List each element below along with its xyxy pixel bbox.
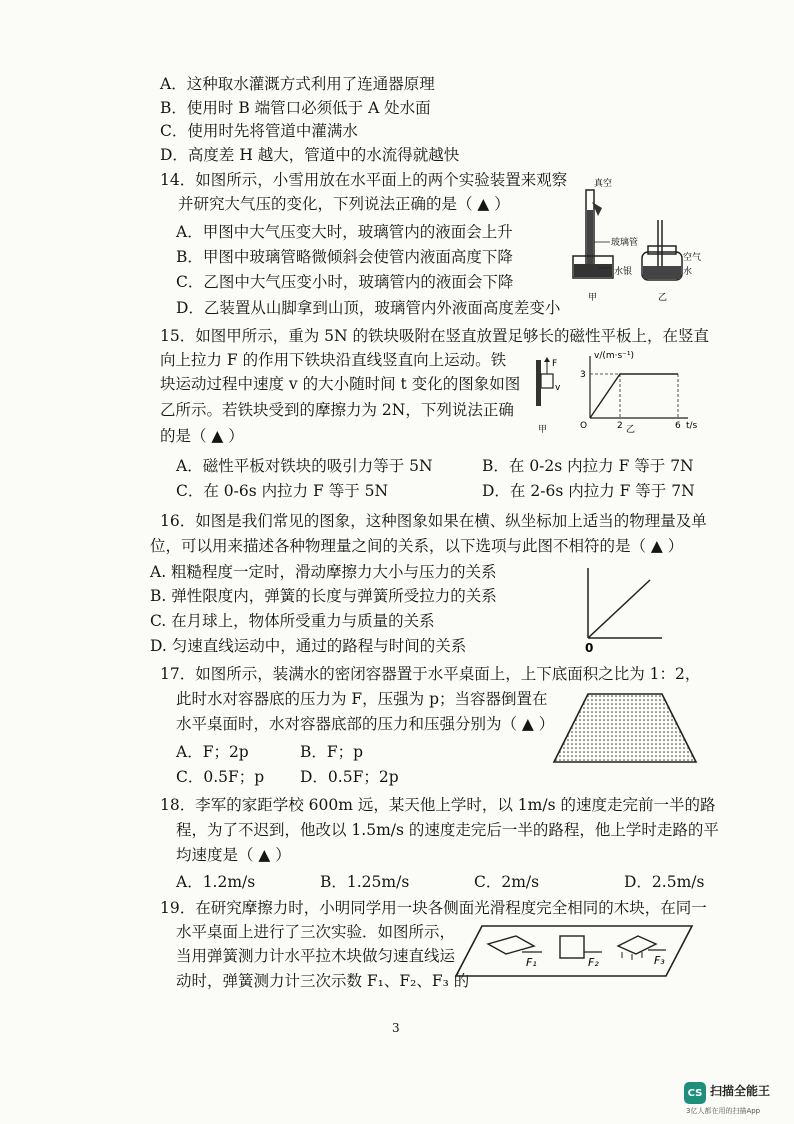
q15-stem-5: 的是（ ▲ ）: [160, 427, 244, 445]
page-number: 3: [392, 1021, 400, 1035]
label-water: 水: [683, 267, 693, 277]
q15-stem-4: 乙所示。若铁块受到的摩擦力为 2N，下列说法正确: [160, 401, 514, 419]
q14-stem-1: 14．如图所示，小雪用放在水平面上的两个实验装置来观察: [160, 171, 568, 189]
watermark-name: 扫描全能王: [710, 1084, 771, 1098]
q18-stem-2: 程，为了不迟到，他改以 1.5m/s 的速度走完后一半的路程，他上学时走路的平: [176, 821, 719, 839]
label-vacuum: 真空: [594, 179, 613, 189]
q17-stem-3: 水平桌面时，水对容器底部的压力和压强分别为（ ▲ ）: [176, 715, 555, 733]
watermark-tagline: 3亿人都在用的扫描App: [686, 1107, 761, 1115]
q13-option-b: B．使用时 B 端管口必须低于 A 处水面: [160, 99, 431, 117]
camscanner-logo: CS: [684, 1082, 706, 1104]
label-jia: 甲: [588, 293, 598, 303]
label-f3: F₃: [654, 954, 665, 967]
q14-option-a: A．甲图中大气压变大时，玻璃管内的液面会上升: [176, 223, 513, 241]
q14-barometer-figure: [568, 172, 702, 312]
q15-option-d: D．在 2-6s 内拉力 F 等于 7N: [482, 482, 695, 500]
q18-option-b: B．1.25m/s: [320, 873, 410, 891]
label-air: 空气: [683, 253, 702, 263]
q16-linear-graph: [578, 566, 668, 656]
q16-option-d: D. 匀速直线运动中，通过的路程与时间的关系: [150, 637, 467, 655]
tick-y-3: 3: [580, 370, 586, 380]
q14-option-d: D．乙装置从山脚拿到山顶，玻璃管内外液面高度差变小: [176, 299, 561, 317]
label-yi: 乙: [658, 293, 668, 303]
q17-container-figure: [550, 690, 700, 766]
q15-stem-2: 向上拉力 F 的作用下铁块沿直线竖直向上运动。铁: [160, 351, 507, 369]
q17-option-d: D．0.5F；2p: [300, 768, 399, 786]
q19-stem-4: 动时，弹簧测力计三次示数 F₁、F₂、F₃ 的: [176, 972, 470, 990]
tick-x-6: 6: [675, 421, 681, 431]
q18-stem-3: 均速度是（ ▲ ）: [176, 846, 291, 864]
q17-option-c: C．0.5F；p: [176, 768, 265, 786]
q15-stem-1: 15．如图甲所示，重为 5N 的铁块吸附在竖直放置足够长的磁性平板上，在竖直: [160, 327, 710, 345]
label-yi: 乙: [626, 425, 636, 435]
q13-option-a: A．这种取水灌溉方式利用了连通器原理: [160, 75, 435, 93]
q16-option-b: B. 弹性限度内，弹簧的长度与弹簧所受拉力的关系: [150, 587, 497, 605]
q14-option-c: C．乙图中大气压变小时，玻璃管内的液面会下降: [176, 273, 514, 291]
q15-stem-3: 块运动过程中速度 v 的大小随时间 t 变化的图象如图: [160, 375, 521, 393]
label-force: F: [552, 359, 558, 369]
label-origin: 0: [585, 641, 594, 655]
q16-option-a: A. 粗糙程度一定时，滑动摩擦力大小与压力的关系: [150, 563, 497, 581]
q16-stem-1: 16．如图是我们常见的图象，这种图象如果在横、纵坐标加上适当的物理量及单: [160, 512, 707, 530]
label-mercury: 水银: [614, 267, 633, 277]
label-f1: F₁: [526, 956, 537, 969]
tick-x-2: 2: [617, 421, 623, 431]
label-v-axis: v/(m·s⁻¹): [594, 351, 635, 361]
q16-stem-2: 位，可以用来描述各种物理量之间的关系，以下选项与此图不相符的是（ ▲ ）: [150, 537, 684, 555]
q18-option-a: A．1.2m/s: [176, 873, 256, 891]
q19-friction-figure: [452, 922, 698, 982]
q18-option-d: D．2.5m/s: [624, 873, 705, 891]
q13-option-c: C．使用时先将管道中灌满水: [160, 122, 358, 140]
label-velocity: v: [555, 383, 561, 393]
q17-option-a: A．F；2p: [176, 743, 249, 761]
label-f2: F₂: [588, 956, 599, 969]
q17-stem-1: 17．如图所示，装满水的密闭容器置于水平桌面上，上下底面积之比为 1：2，: [160, 665, 701, 683]
q14-option-b: B．甲图中玻璃管略微倾斜会使管内液面高度下降: [176, 248, 513, 266]
q16-option-c: C. 在月球上，物体所受重力与质量的关系: [150, 612, 435, 630]
label-jia: 甲: [538, 425, 548, 435]
q17-stem-2: 此时水对容器底的压力为 F，压强为 p；当容器倒置在: [176, 690, 548, 708]
q19-stem-1: 19．在研究摩擦力时，小明同学用一块各侧面光滑程度完全相同的木块，在同一: [160, 899, 707, 917]
q15-option-b: B．在 0-2s 内拉力 F 等于 7N: [482, 457, 694, 475]
q15-option-c: C．在 0-6s 内拉力 F 等于 5N: [176, 482, 389, 500]
q17-option-b: B．F；p: [300, 743, 364, 761]
q18-stem-1: 18．李军的家距学校 600m 远，某天他上学时，以 1m/s 的速度走完前一半的路: [160, 796, 716, 814]
q14-stem-2: 并研究大气压的变化，下列说法正确的是（ ▲ ）: [178, 195, 510, 213]
label-origin: O: [580, 421, 588, 431]
label-t-axis: t/s: [686, 421, 698, 431]
q18-option-c: C．2m/s: [474, 873, 540, 891]
q13-option-d: D．高度差 H 越大，管道中的水流得就越快: [160, 146, 460, 164]
q19-stem-3: 当用弹簧测力计水平拉木块做匀速直线运: [176, 947, 456, 965]
label-tube: 玻璃管: [611, 238, 639, 248]
q15-velocity-figure: [528, 348, 700, 436]
q15-option-a: A．磁性平板对铁块的吸引力等于 5N: [176, 457, 433, 475]
q19-stem-2: 水平桌面上进行了三次实验．如图所示，: [176, 923, 456, 941]
